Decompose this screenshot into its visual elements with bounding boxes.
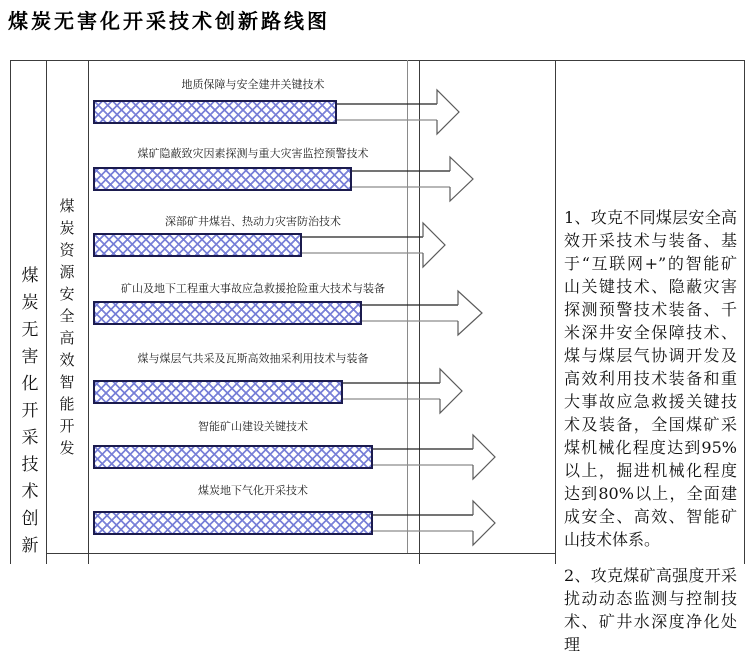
- col-divider-arrows: [419, 60, 420, 564]
- bar-label: 智能矿山建设关键技术: [198, 420, 308, 433]
- tech-bar: [93, 445, 373, 469]
- right-arrow-icon: [352, 157, 473, 201]
- tech-bar: [93, 167, 352, 191]
- right-arrow-icon: [373, 435, 495, 479]
- tech-bar: [93, 233, 302, 257]
- bar-label: 矿山及地下工程重大事故应急救援抢险重大技术与装备: [121, 282, 385, 295]
- goals-panel: [556, 60, 744, 654]
- bar-label: 地质保障与安全建井关键技术: [181, 78, 325, 91]
- right-arrow-icon: [337, 90, 459, 134]
- bar-label: 煤炭地下气化开采技术: [198, 484, 308, 497]
- right-arrow-icon: [302, 223, 445, 267]
- root-column: [10, 60, 46, 564]
- goal-paragraph-2: 2、攻克煤矿高强度开采扰动动态监测与控制技术、矿井水深度净化处理: [564, 566, 737, 654]
- tech-bar: [93, 511, 373, 535]
- stage-column-label: 煤炭资源安全高效智能开发: [57, 198, 76, 462]
- right-arrow-icon: [373, 501, 495, 545]
- goals-text: [556, 60, 744, 656]
- col-divider-bars-right: [407, 60, 408, 553]
- stage-column: [46, 60, 88, 564]
- tech-bar: [93, 380, 343, 404]
- tech-bar: [93, 301, 362, 325]
- bar-label: 煤与煤层气共采及瓦斯高效抽采利用技术与装备: [137, 352, 369, 365]
- page-title: 煤炭无害化开采技术创新路线图: [8, 9, 330, 33]
- goal-paragraph-1: 1、攻克不同煤层安全高效开采技术与装备、基于“互联网+”的智能矿山关键技术、隐蔽灾害探测预警技术装备、千米深井安全保障技术、煤与煤层气协调开发及高效利用技术装备和重大事故应急救援关键技术及装备，全国煤矿采煤机械化程度达到95%以上，掘进机械化程度达到80%以上，全面建成安全、高效、智能矿山技术体系。: [564, 208, 737, 549]
- bar-label: 煤矿隐蔽致灾因素探测与重大灾害监控预警技术: [137, 147, 369, 160]
- right-arrow-icon: [343, 369, 462, 413]
- right-arrow-icon: [362, 291, 482, 335]
- root-column-label: 煤炭无害化开采技术创新: [17, 266, 38, 563]
- bar-label: 深部矿井煤岩、热动力灾害防治技术: [165, 215, 341, 228]
- tech-bar: [93, 100, 337, 124]
- table-right-border: [744, 60, 745, 564]
- row-separator: [46, 553, 555, 554]
